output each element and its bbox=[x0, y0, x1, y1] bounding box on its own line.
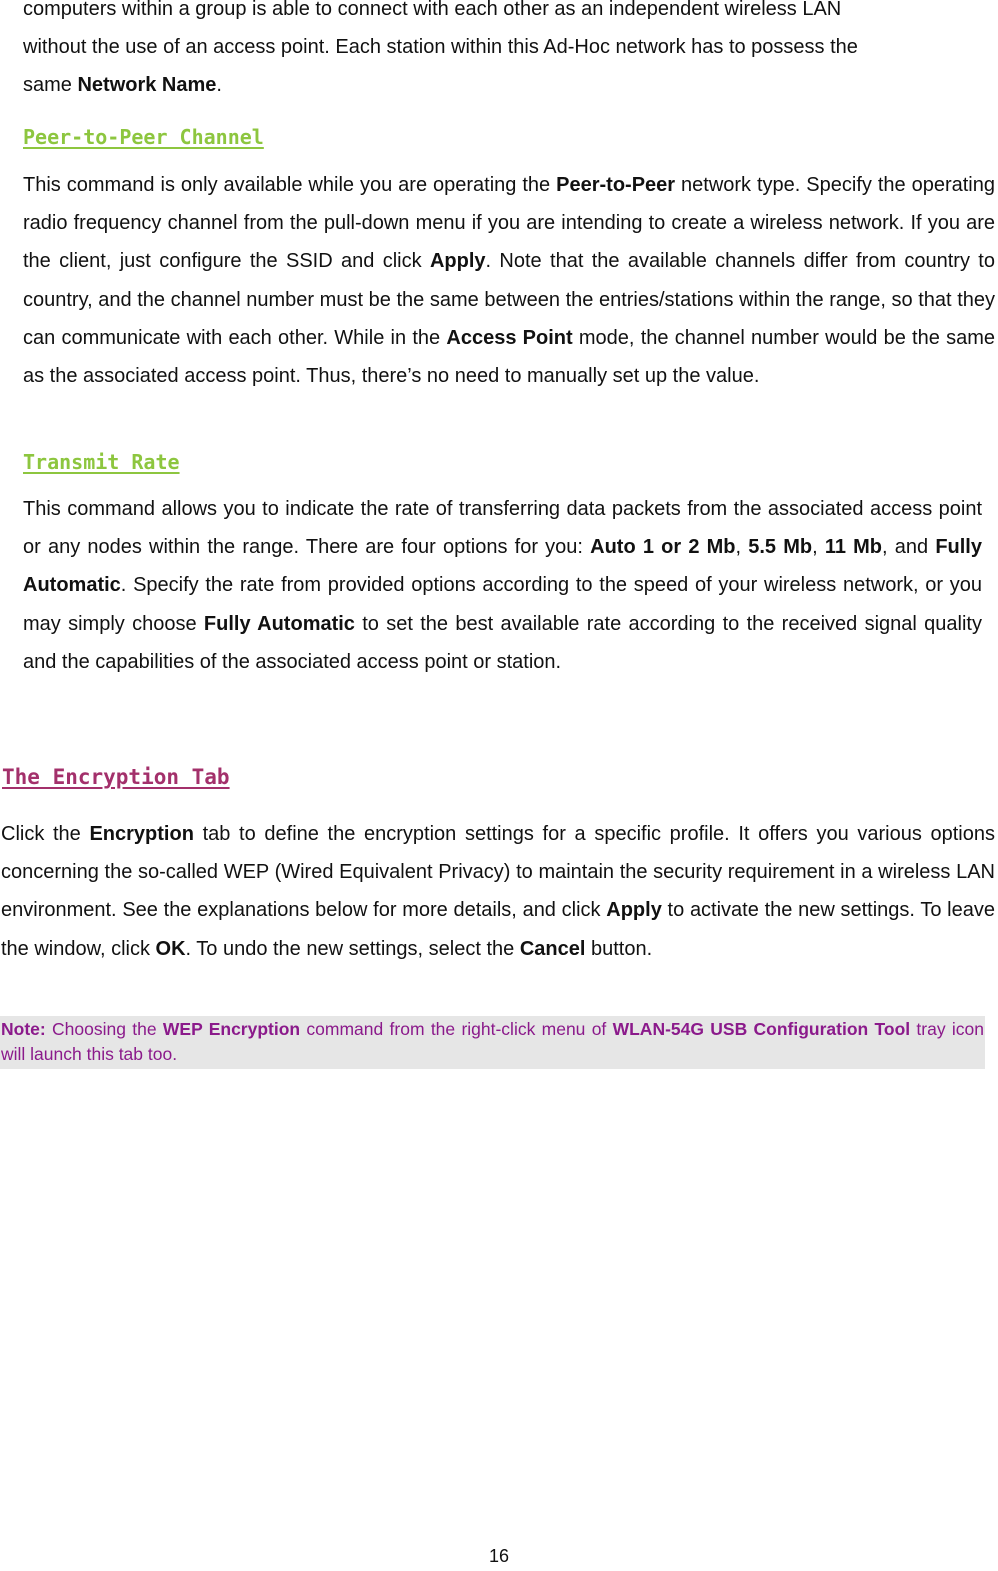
transmit-rate-heading: Transmit Rate bbox=[23, 450, 180, 474]
note-text: Note: Choosing the WEP Encryption command from the right-click menu of WLAN-54G USB Configuration Tool tray icon will launch this tab too. bbox=[1, 1019, 984, 1064]
network-name-term: Network Name bbox=[77, 74, 217, 96]
note-label: Note: bbox=[1, 1019, 46, 1039]
page-number: 16 bbox=[488, 1546, 510, 1566]
encryption-tab-paragraph: Click the Encryption tab to define the encryption settings for a specific profile. It offers you various options concerning the so-called WEP (Wired Equivalent Privacy) to maintain the security requirement in a wireless LAN environment. See the explanations below for more details, and click Apply to activate the new settings. To leave the window, click OK. To undo the new settings, select the Cancel button. bbox=[1, 823, 995, 960]
transmit-rate-paragraph: This command allows you to indicate the rate of transferring data packets from the associated access point or any nodes within the range. There are four options for you: Auto 1 or 2 Mb, 5.5 Mb, 11 Mb, and Fully Automatic. Specify the rate from provided options according to the speed of your wireless network, or you may simply choose Fully Automatic to set the best available rate according to the received signal quality and the capabilities of the associated access point or station. bbox=[23, 498, 982, 673]
intro-line-1: computers within a group is able to connect with each other as an independent wireless LAN bbox=[23, 0, 842, 20]
encryption-tab-heading: The Encryption Tab bbox=[2, 765, 230, 789]
peer-channel-paragraph: This command is only available while you are operating the Peer-to-Peer network type. Specify the operating radio frequency channel from the pull-down menu if you are intending to create a wireless network. If you are the client, just configure the SSID and click Apply. Note that the available channels differ from country to country, and the channel number must be the same between the entries/stations within the range, so that they can communicate with each other. While in the Access Point mode, the channel number would be the same as the associated access point. Thus, there’s no need to manually set up the value. bbox=[23, 174, 995, 388]
intro-line-2: without the use of an access point. Each station within this Ad-Hoc network has to possess the bbox=[23, 36, 858, 58]
intro-line-3: same Network Name. bbox=[23, 74, 222, 96]
peer-channel-heading: Peer-to-Peer Channel bbox=[23, 125, 264, 149]
